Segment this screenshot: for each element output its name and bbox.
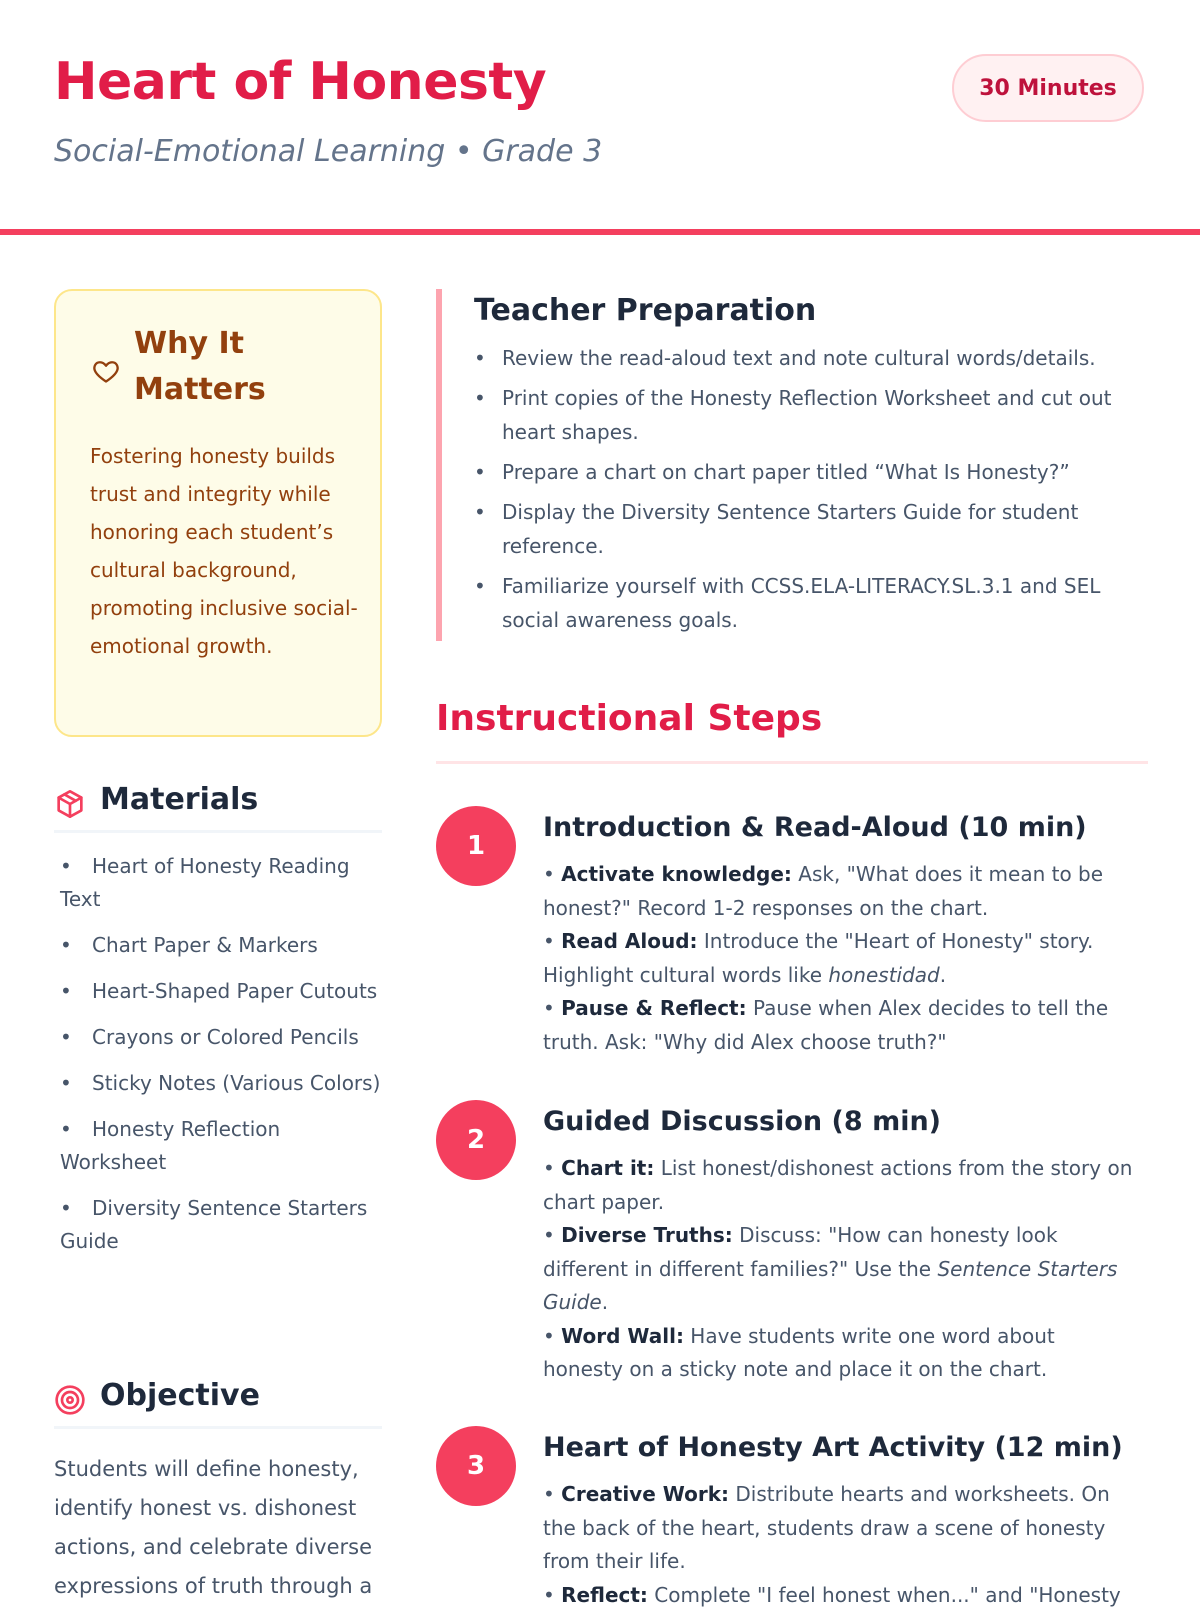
step-bullet: • Activate knowledge: Ask, "What does it mean to be honest?" Record 1-2 responses on the chart. xyxy=(543,858,1141,925)
list-item: • Sticky Notes (Various Colors) xyxy=(54,1067,384,1100)
list-item: • Heart of Honesty Reading Text xyxy=(54,850,384,916)
bullet-text: Complete "I feel honest when..." and "Honesty xyxy=(648,1583,1121,1607)
duration-badge: 30 Minutes xyxy=(952,54,1144,122)
materials-header xyxy=(54,774,382,834)
teacher-preparation-section xyxy=(436,289,1154,641)
list-item: • Heart-Shaped Paper Cutouts xyxy=(54,975,384,1008)
list-item: • Crayons or Colored Pencils xyxy=(54,1021,384,1054)
list-item: • Review the read-aloud text and note cultural words/details. xyxy=(474,341,1144,375)
bullet-italic-term: honestidad xyxy=(828,963,939,987)
step-body xyxy=(543,858,1141,1059)
page-subtitle: Social-Emotional Learning • Grade 3 xyxy=(54,134,602,169)
step-number-badge: 3 xyxy=(436,1426,516,1506)
teacher-preparation-title: Teacher Preparation xyxy=(474,293,816,328)
why-it-matters-title: Why It Matters xyxy=(134,321,334,413)
list-item: • Familiarize yourself with CCSS.ELA-LITERACY.SL.3.1 and SEL social awareness goals. xyxy=(474,569,1144,637)
step-number-badge: 1 xyxy=(436,806,516,886)
bullet-label: Creative Work: xyxy=(561,1482,729,1506)
objective-text: Students will define honesty, identify honest vs. dishonest actions, and celebrate diverse expressions of truth through a xyxy=(54,1450,384,1606)
materials-list xyxy=(54,850,384,1271)
step-title: Introduction & Read-Aloud (10 min) xyxy=(543,812,1087,843)
cube-icon xyxy=(54,788,86,820)
objective-header xyxy=(54,1370,382,1430)
list-item: • Diversity Sentence Starters Guide xyxy=(54,1192,384,1258)
bullet-italic-term: Sentence Starters Guide xyxy=(543,1257,1117,1315)
bullet-label: Activate knowledge: xyxy=(561,862,792,886)
step-bullet: • Word Wall: Have students write one word about honesty on a sticky note and place it on the chart. xyxy=(543,1320,1141,1387)
step-bullet: • Creative Work: Distribute hearts and worksheets. On the back of the heart, students draw a scene of honesty from their life. xyxy=(543,1478,1141,1579)
header-divider xyxy=(0,229,1200,235)
bullet-text: Ask, "What does it mean to be honest?" Record 1-2 responses on the chart. xyxy=(543,862,1103,920)
bullet-label: Pause & Reflect: xyxy=(561,996,746,1020)
objective-divider xyxy=(54,1426,382,1429)
bullet-label: Reflect: xyxy=(561,1583,648,1607)
bullet-text: Discuss: "How can honesty look different in different families?" Use the xyxy=(543,1223,1058,1281)
bullet-text: Pause when Alex decides to tell the truth. Ask: "Why did Alex choose truth?" xyxy=(543,996,1108,1054)
step-body xyxy=(543,1152,1141,1387)
instructional-steps-title: Instructional Steps xyxy=(436,698,822,739)
step-title: Heart of Honesty Art Activity (12 min) xyxy=(543,1432,1123,1463)
why-it-matters-card xyxy=(54,289,382,737)
bullet-text-end: . xyxy=(602,1290,608,1314)
list-item: • Display the Diversity Sentence Starters Guide for student reference. xyxy=(474,495,1144,563)
step-bullet: • Pause & Reflect: Pause when Alex decides to tell the truth. Ask: "Why did Alex choose truth?" xyxy=(543,992,1141,1059)
bullet-label: Read Aloud: xyxy=(561,929,697,953)
target-icon xyxy=(54,1384,86,1416)
list-item: • Prepare a chart on chart paper titled “What Is Honesty?” xyxy=(474,455,1144,489)
list-item: • Honesty Reflection Worksheet xyxy=(54,1113,384,1179)
objective-title: Objective xyxy=(100,1378,260,1413)
teacher-preparation-list xyxy=(474,341,1144,643)
bullet-label: Diverse Truths: xyxy=(561,1223,733,1247)
bullet-text: List honest/dishonest actions from the story on chart paper. xyxy=(543,1156,1132,1214)
step-bullet: • Read Aloud: Introduce the "Heart of Honesty" story. Highlight cultural words like honestidad. xyxy=(543,925,1141,992)
why-it-matters-text: Fostering honesty builds trust and integrity while honoring each student’s cultural background, promoting inclusive social-emotional growth. xyxy=(90,437,366,665)
page-header xyxy=(0,0,1200,236)
instructional-steps-divider xyxy=(436,761,1148,764)
step-bullet: • Diverse Truths: Discuss: "How can honesty look different in different families?" Use the Sentence Starters Guide. xyxy=(543,1219,1141,1320)
list-item: • Chart Paper & Markers xyxy=(54,929,384,962)
page-title: Heart of Honesty xyxy=(54,52,546,112)
materials-title: Materials xyxy=(100,782,258,817)
step-bullet: • Reflect: Complete "I feel honest when..." and "Honesty xyxy=(543,1579,1141,1612)
bullet-text: Distribute hearts and worksheets. On the back of the heart, students draw a scene of honesty from their life. xyxy=(543,1482,1110,1573)
bullet-text: Introduce the "Heart of Honesty" story. Highlight cultural words like xyxy=(543,929,1093,987)
step-body xyxy=(543,1478,1141,1612)
step-bullet: • Chart it: List honest/dishonest actions from the story on chart paper. xyxy=(543,1152,1141,1219)
bullet-label: Word Wall: xyxy=(561,1324,684,1348)
list-item: • Print copies of the Honesty Reflection Worksheet and cut out heart shapes. xyxy=(474,381,1144,449)
bullet-text-end: . xyxy=(940,963,946,987)
step-number-badge: 2 xyxy=(436,1100,516,1180)
step-title: Guided Discussion (8 min) xyxy=(543,1106,941,1137)
materials-divider xyxy=(54,830,382,833)
bullet-text: Have students write one word about honesty on a sticky note and place it on the chart. xyxy=(543,1324,1055,1382)
bullet-label: Chart it: xyxy=(561,1156,654,1180)
heart-icon xyxy=(92,357,120,385)
